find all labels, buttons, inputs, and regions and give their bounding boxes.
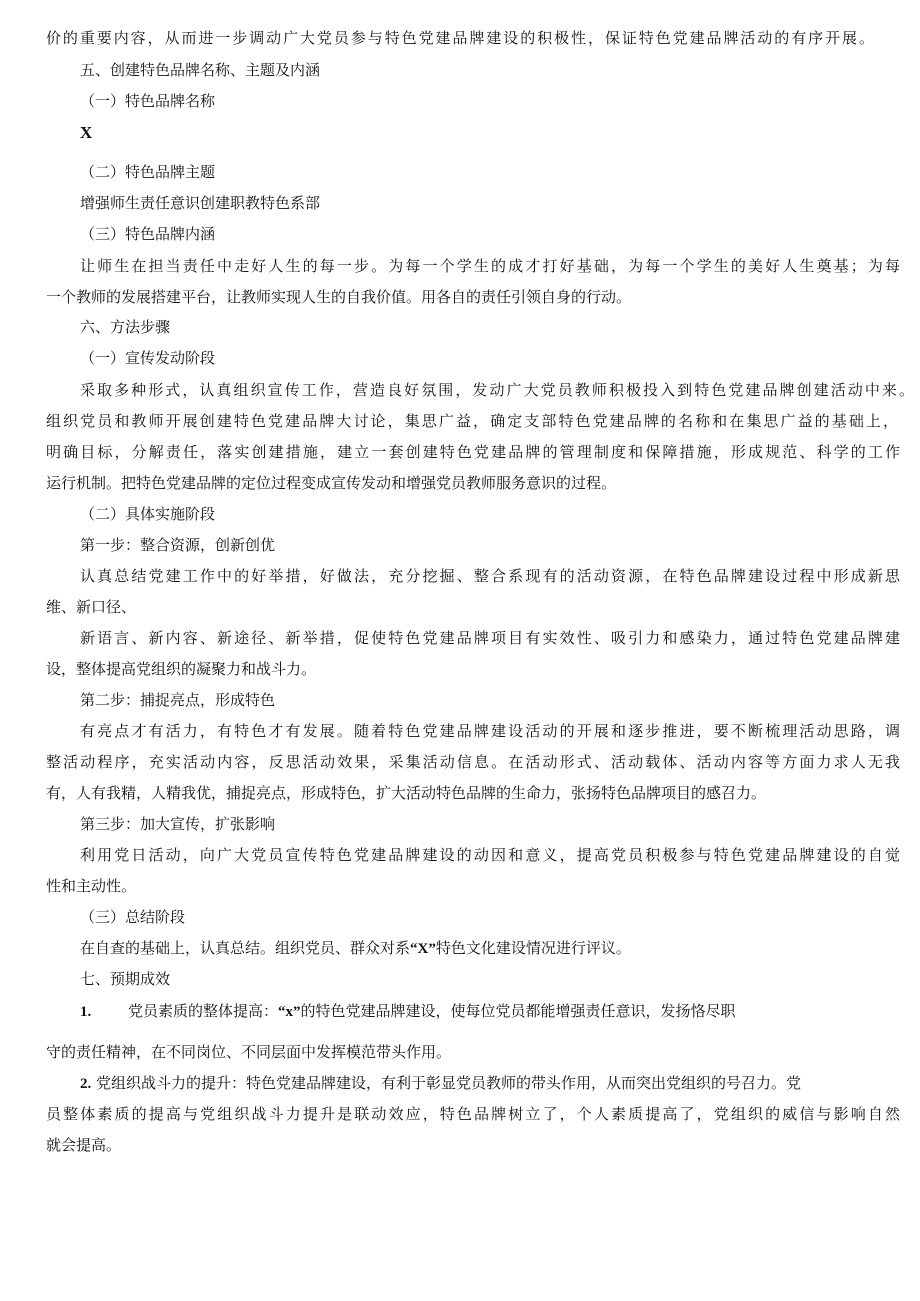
paragraph-line: 组织党员和教师开展创建特色党建品牌大讨论，集思广益，确定支部特色党建品牌的名称和在集思广益的基础上，	[46, 412, 898, 430]
result-item-2	[80, 1071, 900, 1095]
section-heading-5: 五、创建特色品牌名称、主题及内涵	[80, 61, 321, 79]
summary-text: 在自查的基础上，认真总结。组织党员、群众对系	[80, 939, 411, 957]
subheading-brand-connotation: （三）特色品牌内涵	[80, 225, 216, 243]
paragraph-line: 守的责任精神，在不同岗位、不同层面中发挥模范带头作用。	[46, 1043, 452, 1061]
section-heading-6: 六、方法步骤	[80, 318, 171, 336]
paragraph-line: 利用党日活动，向广大党员宣传特色党建品牌建设的动因和意义，提高党员积极参与特色党建品牌建设的自觉	[80, 846, 900, 864]
subheading-implementation: （二）具体实施阶段	[80, 505, 216, 523]
result-text: 党员素质的整体提高：	[128, 1002, 279, 1020]
paragraph-line: 认真总结党建工作中的好举措，好做法，充分挖掘、整合系现有的活动资源，在特色品牌建设过程中形成新思	[80, 567, 900, 585]
paragraph-line: 员整体素质的提高与党组织战斗力提升是联动效应，特色品牌树立了，个人素质提高了，党组织的威信与影响自然	[46, 1105, 900, 1123]
paragraph-line: 维、新口径、	[46, 598, 137, 616]
subheading-brand-name: （一）特色品牌名称	[80, 92, 216, 110]
step-3-heading: 第三步：加大宣传，扩张影响	[80, 815, 276, 833]
paragraph-line: 价的重要内容，从而进一步调动广大党员参与特色党建品牌建设的积极性，保证特色党建品牌活动的有序开展。	[46, 29, 874, 47]
brand-name-value: X	[80, 123, 93, 142]
paragraph-line: 让师生在担当责任中走好人生的每一步。为每一个学生的成才打好基础，为每一个学生的美好人生奠基；为每	[80, 257, 900, 275]
subheading-summary: （三）总结阶段	[80, 908, 186, 926]
list-number: 1.	[80, 1004, 92, 1020]
paragraph-line: 有，人有我精，人精我优，捕捉亮点，形成特色，扩大活动特色品牌的生命力，张扬特色品牌项目的感召力。	[46, 784, 767, 802]
step-1-heading: 第一步：整合资源，创新创优	[80, 536, 276, 554]
subheading-brand-theme: （二）特色品牌主题	[80, 163, 216, 181]
brand-quote: “x”	[278, 1004, 301, 1020]
paragraph-line: 采取多种形式，认真组织宣传工作，营造良好氛围，发动广大党员教师积极投入到特色党建品牌创建活动中来。	[80, 381, 914, 399]
summary-paragraph	[80, 936, 920, 960]
paragraph-line: 新语言、新内容、新途径、新举措，促使特色党建品牌项目有实效性、吸引力和感染力，通过特色党建品牌建	[80, 629, 900, 647]
summary-text: 特色文化建设情况进行评议。	[435, 939, 631, 957]
paragraph-line: 一个教师的发展搭建平台，让教师实现人生的自我价值。用各自的责任引领自身的行动。	[46, 288, 632, 306]
paragraph-line: 运行机制。把特色党建品牌的定位过程变成宣传发动和增强党员教师服务意识的过程。	[46, 474, 617, 492]
step-2-heading: 第二步：捕捉亮点，形成特色	[80, 691, 276, 709]
paragraph-line: 就会提高。	[46, 1136, 122, 1154]
result-text: 的特色党建品牌建设，使每位党员都能增强责任意识，发扬恪尽职	[300, 1002, 736, 1020]
brand-quote: “X”	[410, 941, 436, 957]
result-item-1	[80, 999, 920, 1023]
subheading-publicity: （一）宣传发动阶段	[80, 349, 216, 367]
paragraph-line: 性和主动性。	[46, 877, 137, 895]
list-number: 2.	[80, 1076, 92, 1092]
paragraph-line: 整活动程序，充实活动内容，反思活动效果，采集活动信息。在活动形式、活动载体、活动内容等方面力求人无我	[46, 753, 900, 771]
paragraph-line: 明确目标，分解责任，落实创建措施，建立一套创建特色党建品牌的管理制度和保障措施，形成规范、科学的工作	[46, 443, 900, 461]
result-text: 党组织战斗力的提升：特色党建品牌建设，有利于彰显党员教师的带头作用，从而突出党组织的号召力。党	[96, 1074, 802, 1092]
section-heading-7: 七、预期成效	[80, 970, 171, 988]
brand-theme-value: 增强师生责任意识创建职教特色系部	[80, 194, 321, 212]
paragraph-line: 设，整体提高党组织的凝聚力和战斗力。	[46, 660, 317, 678]
paragraph-line: 有亮点才有活力，有特色才有发展。随着特色党建品牌建设活动的开展和逐步推进，要不断梳理活动思路，调	[80, 722, 900, 740]
